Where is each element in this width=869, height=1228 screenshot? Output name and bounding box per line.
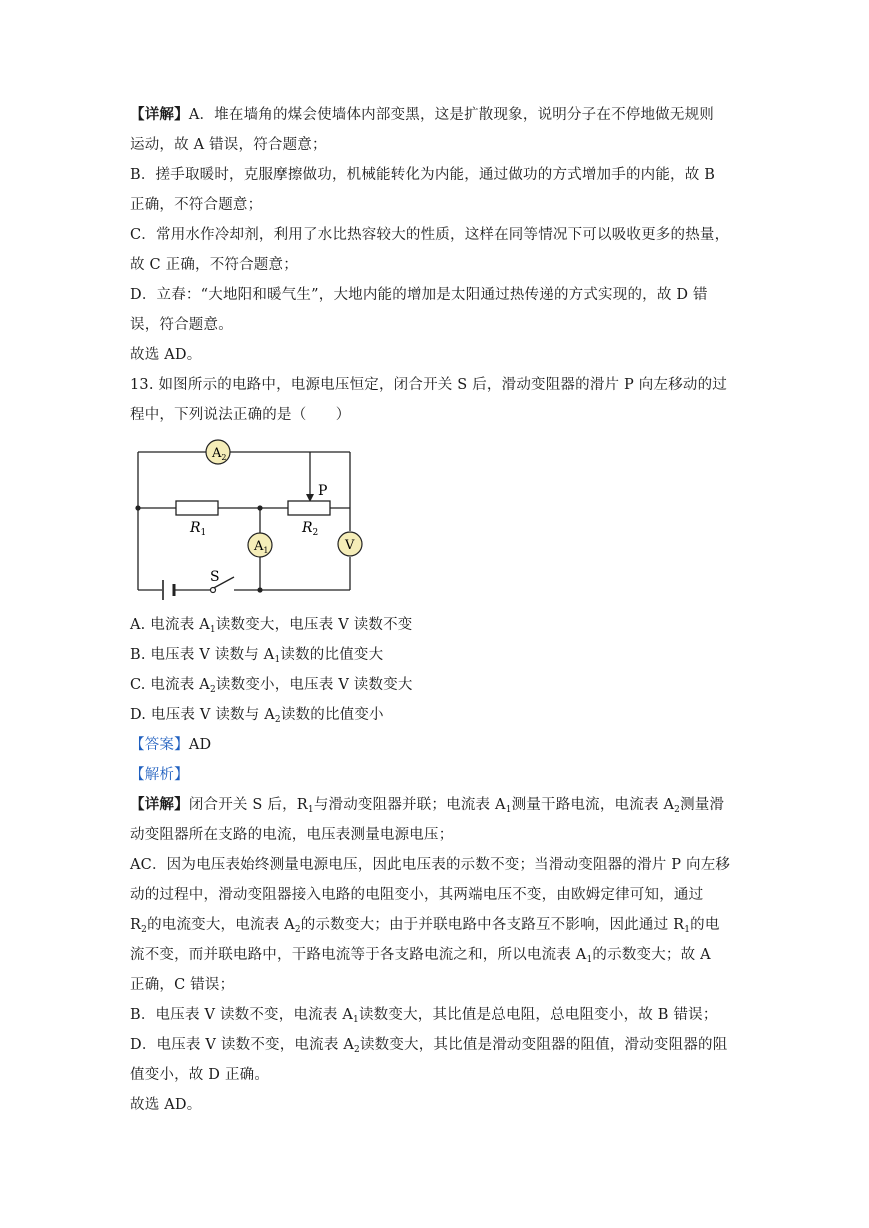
question-13-line-2: 程中，下列说法正确的是（ ） [130, 407, 351, 423]
detail-tag: 【详解】 [130, 106, 189, 123]
detail-line-2: 运动，故 A 错误，符合题意； [130, 137, 327, 153]
explanation-line-6: 流不变，而并联电路中，干路电流等于各支路电流之和，所以电流表 $A_1$的示数变大；故 A [130, 947, 711, 965]
option-d: D. 电压表 V 读数与 $A_2$读数的比值变小 [130, 707, 384, 725]
r2-label: $R_2$ [302, 520, 319, 538]
detail-line-9: 故选 AD。 [130, 347, 202, 363]
answer-tag: 【答案】 [130, 737, 189, 753]
detail-text: A．堆在墙角的煤会使墙体内部变黑，这是扩散现象，说明分子在不停地做无规则 [188, 107, 714, 123]
option-a: A. 电流表 $A_1$读数变大，电压表 V 读数不变 [130, 617, 413, 635]
explanation-line-8: B．电压表 V 读数不变，电流表 $A_1$读数变大，其比值是总电阻，总电阻变小，故 B 错误； [130, 1007, 718, 1025]
explanation-line-10: 值变小，故 D 正确。 [130, 1067, 270, 1083]
switch-contact [211, 588, 216, 593]
detail-line-6: 故 C 正确，不符合题意； [130, 257, 298, 273]
explanation-line-11: 故选 AD。 [130, 1097, 202, 1113]
answer-line [130, 735, 211, 755]
resistor-r1 [176, 501, 218, 515]
p-label: P [318, 483, 328, 499]
a1-label: $A_1$ [254, 539, 269, 555]
explanation-line-5: $R_2$的电流变大，电流表 $A_2$的示数变大；由于并联电路中各支路互不影响，因此通过 $R_1$的电 [130, 917, 720, 935]
resistor-r2 [288, 501, 330, 515]
question-13-line-1: 13. 如图所示的电路中，电源电压恒定，闭合开关 S 后，滑动变阻器的滑片 P 向左移动的过 [130, 377, 727, 393]
explanation-line-1: 【详解】闭合开关 S 后，$R_1$与滑动变阻器并联；电流表 $A_1$测量干路电流，电流表 $A_2$测量滑 [130, 796, 725, 815]
detail-line-8: 误，符合题意。 [130, 317, 233, 333]
analysis-tag: 【解析】 [130, 767, 189, 783]
explanation-line-3: AC．因为电压表始终测量电源电压，因此电压表的示数不变；当滑动变阻器的滑片 P 向左移 [130, 857, 731, 873]
v-label: V [345, 538, 355, 553]
detail-line-7: D．立春：“大地阳和暖气生”，大地内能的增加是太阳通过热传递的方式实现的，故 D 错 [130, 287, 708, 303]
detail-line-4: 正确，不符合题意； [130, 197, 263, 213]
circuit-diagram [130, 436, 370, 606]
explanation-line-4: 动的过程中，滑动变阻器接入电路的电阻变小，其两端电压不变，由欧姆定律可知，通过 [130, 887, 704, 903]
s-label: S [210, 569, 220, 585]
option-b: B. 电压表 V 读数与 $A_1$读数的比值变大 [130, 647, 384, 665]
explanation-line-7: 正确，C 错误； [130, 977, 235, 993]
option-c: C. 电流表 $A_2$读数变小，电压表 V 读数变大 [130, 677, 413, 695]
answer-value: AD [188, 737, 212, 753]
explanation-line-9: D．电压表 V 读数不变，电流表 $A_2$读数变大，其比值是滑动变阻器的阻值，滑动变阻器的阻 [130, 1037, 728, 1055]
detail-line-5: C．常用水作冷却剂，利用了水比热容较大的性质，这样在同等情况下可以吸收更多的热量， [130, 227, 730, 243]
r1-label: $R_1$ [190, 520, 207, 538]
a2-label: $A_2$ [212, 446, 227, 462]
detail-line-3: B．搓手取暖时，克服摩擦做功，机械能转化为内能，通过做功的方式增加手的内能，故 B [130, 167, 716, 183]
analysis-line [130, 765, 189, 785]
explanation-line-2: 动变阻器所在支路的电流，电压表测量电源电压； [130, 827, 454, 843]
detail-line-1 [130, 105, 714, 125]
